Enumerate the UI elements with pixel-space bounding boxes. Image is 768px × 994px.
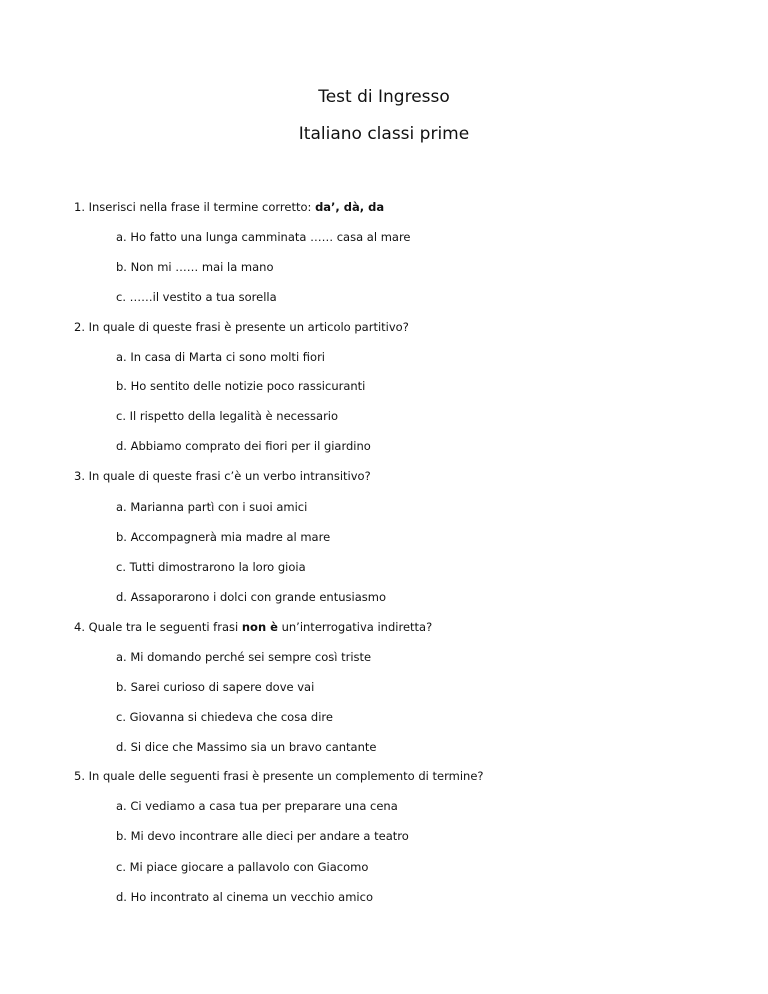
question-4	[74, 620, 432, 634]
question-4-option-d: d. Si dice che Massimo sia un bravo cantante	[116, 740, 377, 754]
question-2-option-c: c. Il rispetto della legalità è necessario	[116, 409, 339, 423]
question-2-option-a: a. In casa di Marta ci sono molti fiori	[116, 350, 325, 364]
question-2-option-b: b. Ho sentito delle notizie poco rassicuranti	[116, 379, 366, 393]
question-5: 5. In quale delle seguenti frasi è presente un complemento di termine?	[74, 769, 484, 783]
question-5-option-c: c. Mi piace giocare a pallavolo con Giacomo	[116, 860, 369, 874]
question-3-option-d: d. Assaporarono i dolci con grande entusiasmo	[116, 590, 386, 604]
question-1-option-b: b. Non mi …… mai la mano	[116, 260, 274, 274]
question-4-suffix: un’interrogativa indiretta?	[277, 620, 433, 634]
question-3-option-a: a. Marianna partì con i suoi amici	[116, 500, 308, 514]
question-1	[74, 200, 384, 214]
question-4-option-b: b. Sarei curioso di sapere dove vai	[116, 680, 315, 694]
question-5-option-a: a. Ci vediamo a casa tua per preparare una cena	[116, 799, 398, 813]
page-subtitle: Italiano classi prime	[298, 124, 470, 144]
question-4-option-c: c. Giovanna si chiedeva che cosa dire	[116, 710, 333, 724]
question-2-option-d: d. Abbiamo comprato dei fiori per il giardino	[116, 439, 371, 453]
question-3: 3. In quale di queste frasi c’è un verbo intransitivo?	[74, 469, 371, 483]
question-1-option-a: a. Ho fatto una lunga camminata …… casa al mare	[116, 230, 411, 244]
question-4-prefix: 4. Quale tra le seguenti frasi	[74, 620, 242, 634]
question-5-option-b: b. Mi devo incontrare alle dieci per andare a teatro	[116, 829, 409, 843]
question-4-option-a: a. Mi domando perché sei sempre così triste	[116, 650, 372, 664]
question-4-emphasis: non è	[241, 620, 278, 634]
question-5-option-d: d. Ho incontrato al cinema un vecchio amico	[116, 890, 373, 904]
question-1-prefix: 1. Inserisci nella frase il termine corretto:	[74, 200, 316, 214]
question-3-option-c: c. Tutti dimostrarono la loro gioia	[116, 560, 306, 574]
question-1-option-c: c. ……il vestito a tua sorella	[116, 290, 277, 304]
question-3-option-b: b. Accompagnerà mia madre al mare	[116, 530, 331, 544]
page-title: Test di Ingresso	[318, 87, 450, 107]
question-2: 2. In quale di queste frasi è presente un articolo partitivo?	[74, 320, 409, 334]
question-1-emphasis: da’, dà, da	[315, 200, 385, 214]
